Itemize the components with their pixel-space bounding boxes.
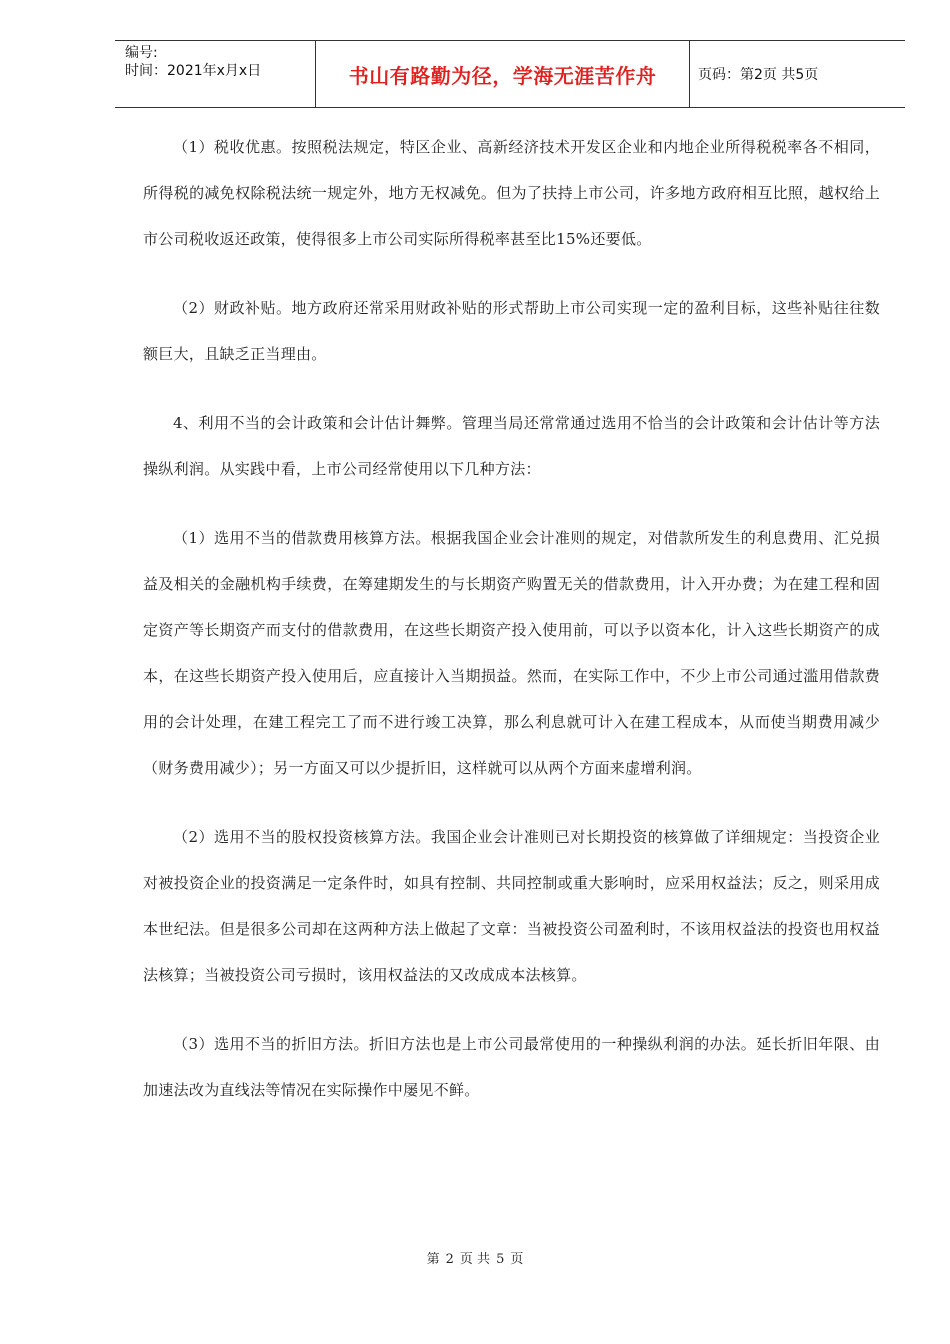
footer-page-number: 2 [445,1252,454,1267]
number-label: 编号: [125,45,158,61]
footer-mid: 页 共 [459,1252,491,1267]
time-label: 时间：2021年x月x日 [125,63,262,79]
page-header [115,40,905,108]
paragraph-tax-incentive: （1）税收优惠。按照税法规定，特区企业、高新经济技术开发区企业和内地企业所得税税率各不相同，所得税的减免权除税法统一规定外，地方无权减免。但为了扶持上市公司，许多地方政府相互比照，越权给上市公司税收返还政策，使得很多上市公司实际所得税率甚至比15%还要低。 [143,138,880,248]
header-motto: 书山有路勤为径，学海无涯苦作舟 [316,41,690,107]
paragraph-accounting-policy: 4、利用不当的会计政策和会计估计舞弊。管理当局还常常通过选用不恰当的会计政策和会计估计等方法操纵利润。从实践中看，上市公司经常使用以下几种方法： [143,414,880,478]
paragraph-borrowing-cost: （1）选用不当的借款费用核算方法。根据我国企业会计准则的规定，对借款所发生的利息费用、汇兑损益及相关的金融机构手续费，在筹建期发生的与长期资产购置无关的借款费用，计入开办费；为在建工程和固定资产等长期资产而支付的借款费用，在这些长期资产投入使用前，可以予以资本化，计入这些长期资产的成本，在这些长期资产投入使用后，应直接计入当期损益。然而，在实际工作中，不少上市公司通过滥用借款费用的会计处理，在建工程完工了而不进行竣工决算，那么利息就可计入在建工程成本，从而使当期费用减少（财务费用减少）；另一方面又可以少提折旧，这样就可以从两个方面来虚增利润。 [143,529,880,777]
footer-suffix: 页 [510,1252,524,1267]
page-footer [0,1248,950,1267]
paragraph-equity-investment: （2）选用不当的股权投资核算方法。我国企业会计准则已对长期投资的核算做了详细规定：当投资企业对被投资企业的投资满足一定条件时，如具有控制、共同控制或重大影响时，应采用权益法；反之，则采用成本世纪法。但是很多公司却在这两种方法上做起了文章：当被投资公司盈利时，不该用权益法的投资也用权益法核算；当被投资公司亏损时，该用权益法的又改成成本法核算。 [143,828,880,984]
paragraph-subsidy: （2）财政补贴。地方政府还常采用财政补贴的形式帮助上市公司实现一定的盈利目标，这些补贴往往数额巨大，且缺乏正当理由。 [143,299,880,363]
paragraph-depreciation: （3）选用不当的折旧方法。折旧方法也是上市公司最常使用的一种操纵利润的办法。延长折旧年限、由加速法改为直线法等情况在实际操作中屡见不鲜。 [143,1035,880,1099]
header-meta [115,41,316,107]
header-page-info: 页码：第2页 共5页 [698,67,819,83]
footer-total-pages: 5 [496,1252,505,1267]
footer-prefix: 第 [426,1252,440,1267]
document-body [143,124,880,1136]
